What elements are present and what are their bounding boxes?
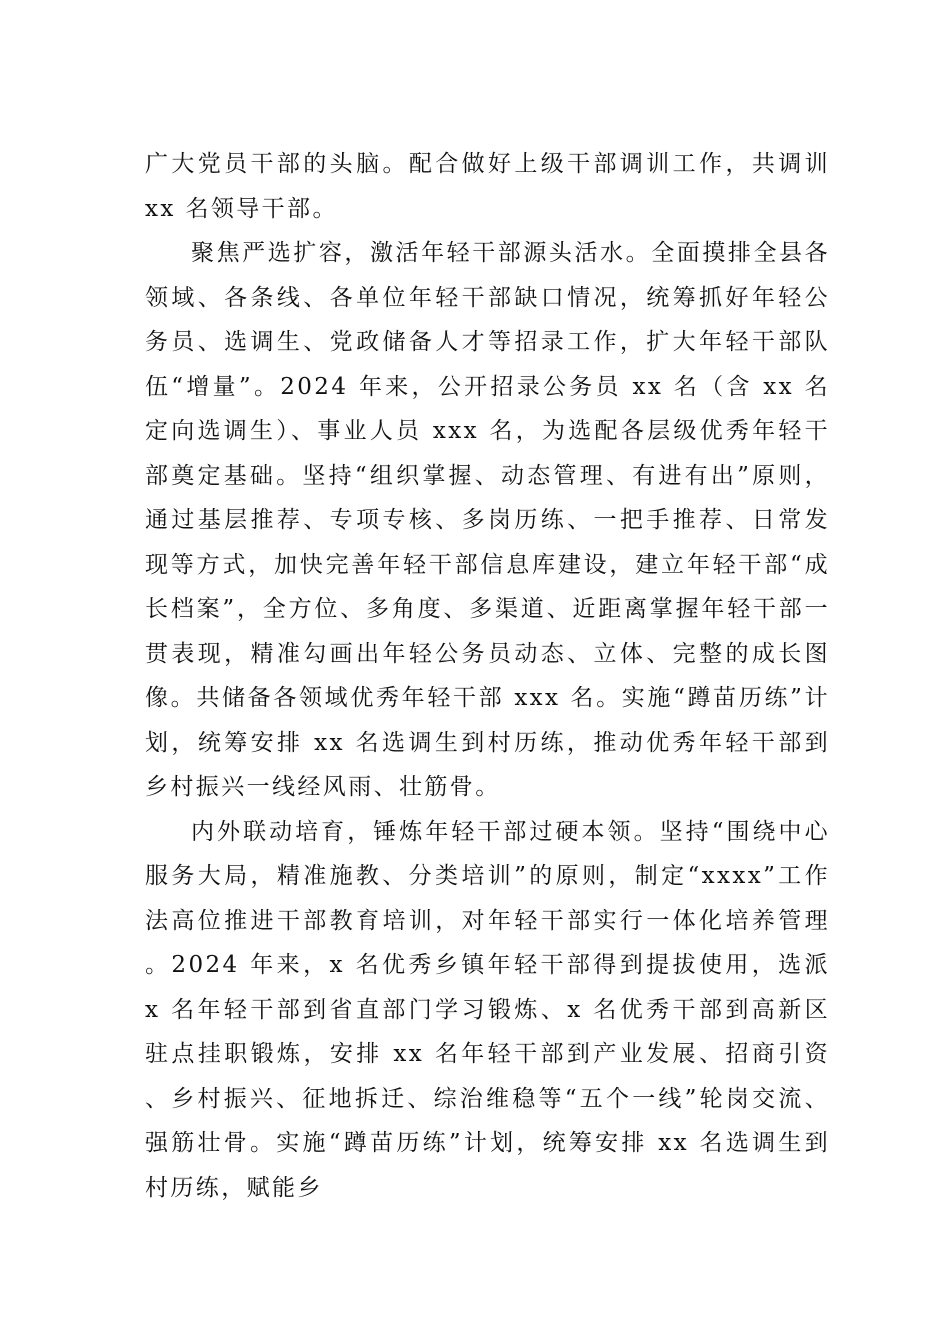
document-body bbox=[145, 142, 830, 1210]
paragraph-continuation: 广大党员干部的头脑。配合做好上级干部调训工作，共调训 xx 名领导干部。 bbox=[145, 151, 830, 222]
paragraph-young-cadre-training: 内外联动培育，锤炼年轻干部过硬本领。坚持“围绕中心服务大局，精准施教、分类培训”的原则，制定“xxxx”工作法高位推进干部教育培训，对年轻干部实行一体化培养管理。2024 年来，x 名优秀乡镇年轻干部得到提拔使用，选派 x 名年轻干部到省直部门学习锻炼、x 名优秀干部到高新区驻点挂职锻炼，安排 xx 名年轻干部到产业发展、招商引资、乡村振兴、征地拆迁、综治维稳等“五个一线”轮岗交流、强筋壮骨。实施“蹲苗历练”计划，统筹安排 xx 名选调生到村历练，赋能乡 bbox=[145, 818, 830, 1201]
paragraph-young-cadre-selection: 聚焦严选扩容，激活年轻干部源头活水。全面摸排全县各领域、各条线、各单位年轻干部缺口情况，统筹抓好年轻公务员、选调生、党政储备人才等招录工作，扩大年轻干部队伍“增量”。2024 年来，公开招录公务员 xx 名（含 xx 名定向选调生）、事业人员 xxx 名，为选配各层级优秀年轻干部奠定基础。坚持“组织掌握、动态管理、有进有出”原则，通过基层推荐、专项专核、多岗历练、一把手推荐、日常发现等方式，加快完善年轻干部信息库建设，建立年轻干部“成长档案”，全方位、多角度、多渠道、近距离掌握年轻干部一贯表现，精准勾画出年轻公务员动态、立体、完整的成长图像。共储备各领域优秀年轻干部 xxx 名。实施“蹲苗历练”计划，统筹安排 xx 名选调生到村历练，推动优秀年轻干部到乡村振兴一线经风雨、壮筋骨。 bbox=[145, 240, 830, 800]
